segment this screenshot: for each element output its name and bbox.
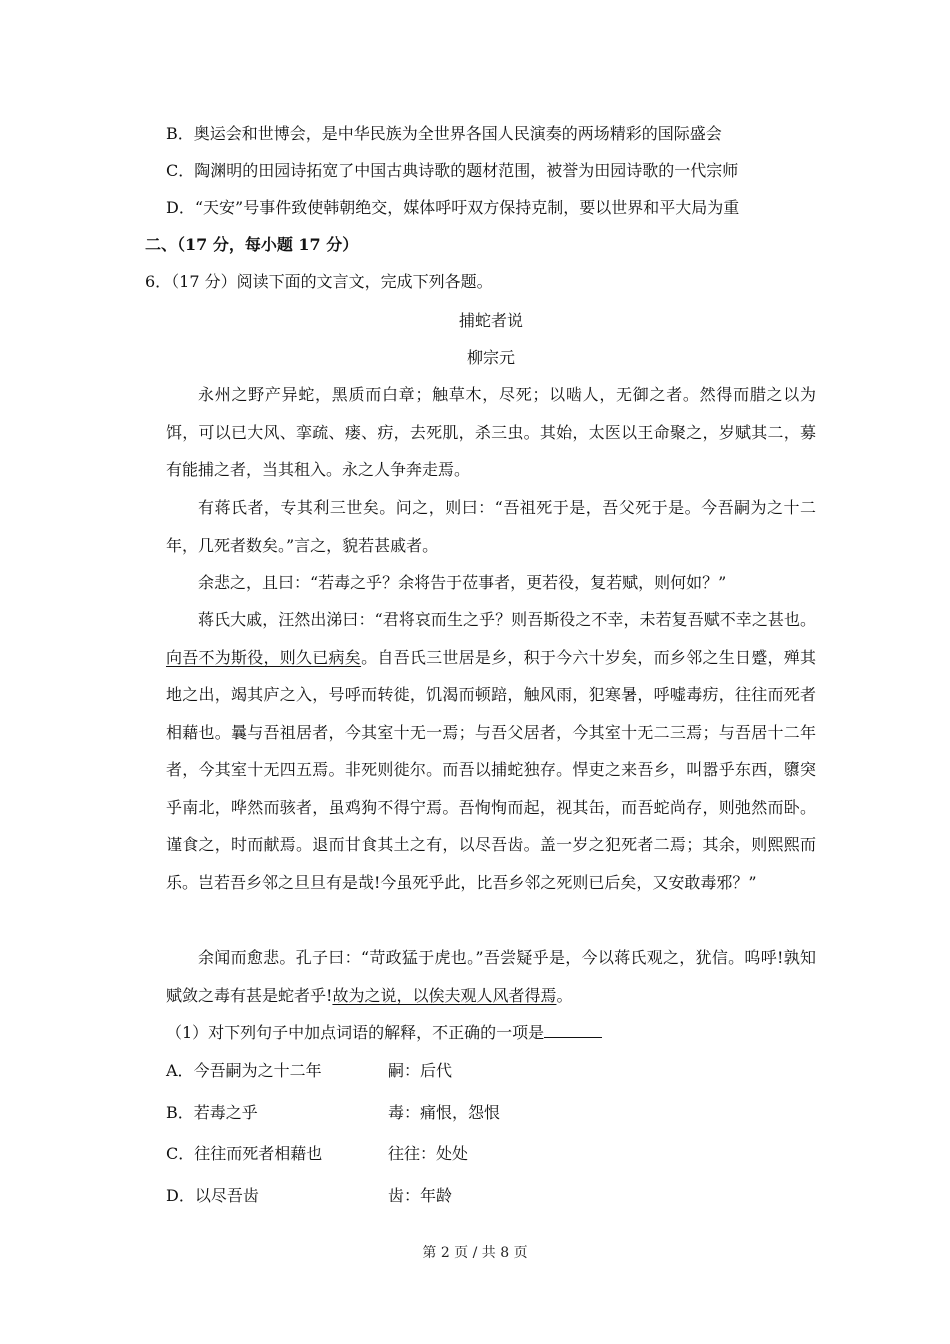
article-paragraph-5 [166, 939, 816, 1014]
option-text: 陶渊明的田园诗拓宽了中国古典诗歌的题材范围，被誉为田园诗歌的一代宗师 [194, 161, 739, 180]
paragraph-text: 。 [556, 985, 573, 1005]
option-sentence: 以尽吾齿 [194, 1186, 259, 1205]
prev-option-d [166, 197, 739, 219]
option-text: 奥运会和世博会，是中华民族为全世界各国人民演奏的两场精彩的国际盛会 [193, 124, 722, 143]
underlined-sentence: 向吾不为斯役，则久已病矣 [166, 647, 362, 667]
page-number-footer: 第 2 页 / 共 8 页 [422, 1245, 528, 1261]
article-author: 柳宗元 [466, 348, 515, 367]
sub-option-a [166, 1060, 322, 1082]
option-letter: D． [166, 1186, 195, 1205]
sub-question-text: （1）对下列句子中加点词语的解释，不正确的一项是 [166, 1023, 545, 1042]
paragraph-text: 蒋氏大戚，汪然出涕曰：“君将哀而生之乎？则吾斯役之不幸，未若复吾赋不幸之甚也。 [198, 610, 816, 629]
article-title: 捕蛇者说 [458, 311, 523, 330]
option-letter: C． [166, 1144, 195, 1163]
question-6 [145, 271, 493, 293]
question-number: 6．（17 分） [145, 272, 237, 291]
section-heading: 二、（17 分，每小题 17 分） [145, 235, 359, 254]
option-letter: B． [166, 1103, 194, 1122]
paragraph-text: 。自吾氏三世居是乡，积于今六十岁矣，而乡邻之生日蹙，殚其地之出，竭其庐之入，号呼而转徙，饥渴而顿踣，触风雨，犯寒暑，呼嘘毒疠，往往而死者相藉也。曩与吾祖居者，今其室十无一焉；与吾父居者，今其室十无二三焉；与吾居十二年者，今其室十无四五焉。非死则徙尔。而吾以捕蛇独存。悍吏之来吾乡，叫嚣乎东西，隳突乎南北，哗然而骇者，虽鸡狗不得宁焉。吾恂恂而起，视其缶，而吾蛇尚存，则弛然而卧。谨食之，时而献焉。退而甘食其土之有，以尽吾齿。盖一岁之犯死者二焉；其余，则熙熙而乐。岂若吾乡邻之旦旦有是哉!今虽死乎此，比吾乡邻之死则已后矣，又安敢毒邪？” [166, 647, 816, 892]
option-gloss: 嗣：后代 [388, 1061, 453, 1080]
prev-option-c [166, 160, 738, 182]
option-letter: D． [166, 198, 195, 217]
prev-option-b [166, 123, 722, 145]
option-sentence: 若毒之乎 [193, 1103, 258, 1122]
sub-question-1 [166, 1022, 602, 1044]
option-text: “天安”号事件致使韩朝绝交，媒体呼吁双方保持克制，要以世界和平大局为重 [194, 198, 740, 217]
sub-option-b [166, 1102, 258, 1124]
paragraph-text: 余闻而愈悲。孔子曰：“苛政猛于虎也。”吾尝疑乎是，今以蒋氏观之，犹信。呜呼!孰知赋敛之毒有甚是蛇者乎! [166, 948, 816, 1005]
underlined-sentence: 故为之说，以俟夫观人风者得焉 [332, 985, 557, 1005]
article-paragraph-4 [166, 601, 816, 901]
option-letter: C． [166, 161, 195, 180]
article-paragraph-1: 永州之野产异蛇，黑质而白章；触草木，尽死；以啮人，无御之者。然得而腊之以为饵，可以已大风、挛疏、瘘、疠，去死肌，杀三虫。其始，太医以王命聚之，岁赋其二，募有能捕之者，当其租入。永之人争奔走焉。 [166, 385, 816, 479]
option-gloss: 往往：处处 [388, 1144, 469, 1163]
question-text: 阅读下面的文言文，完成下列各题。 [236, 272, 493, 291]
answer-blank [544, 1023, 602, 1038]
option-sentence: 今吾嗣为之十二年 [193, 1061, 322, 1080]
option-sentence: 往往而死者相藉也 [194, 1144, 323, 1163]
sub-option-d [166, 1185, 259, 1207]
option-gloss: 毒：痛恨，怨恨 [388, 1103, 501, 1122]
article-paragraph-3: 余悲之，且曰：“若毒之乎？余将告于莅事者，更若役，复若赋，则何如？” [198, 573, 727, 592]
sub-option-c [166, 1143, 322, 1165]
article-paragraph-2: 有蒋氏者，专其利三世矣。问之，则曰：“吾祖死于是，吾父死于是。今吾嗣为之十二年，几死者数矣。”言之，貌若甚戚者。 [166, 498, 816, 555]
option-gloss: 齿：年龄 [388, 1186, 453, 1205]
option-letter: A． [166, 1061, 194, 1080]
option-letter: B． [166, 124, 194, 143]
